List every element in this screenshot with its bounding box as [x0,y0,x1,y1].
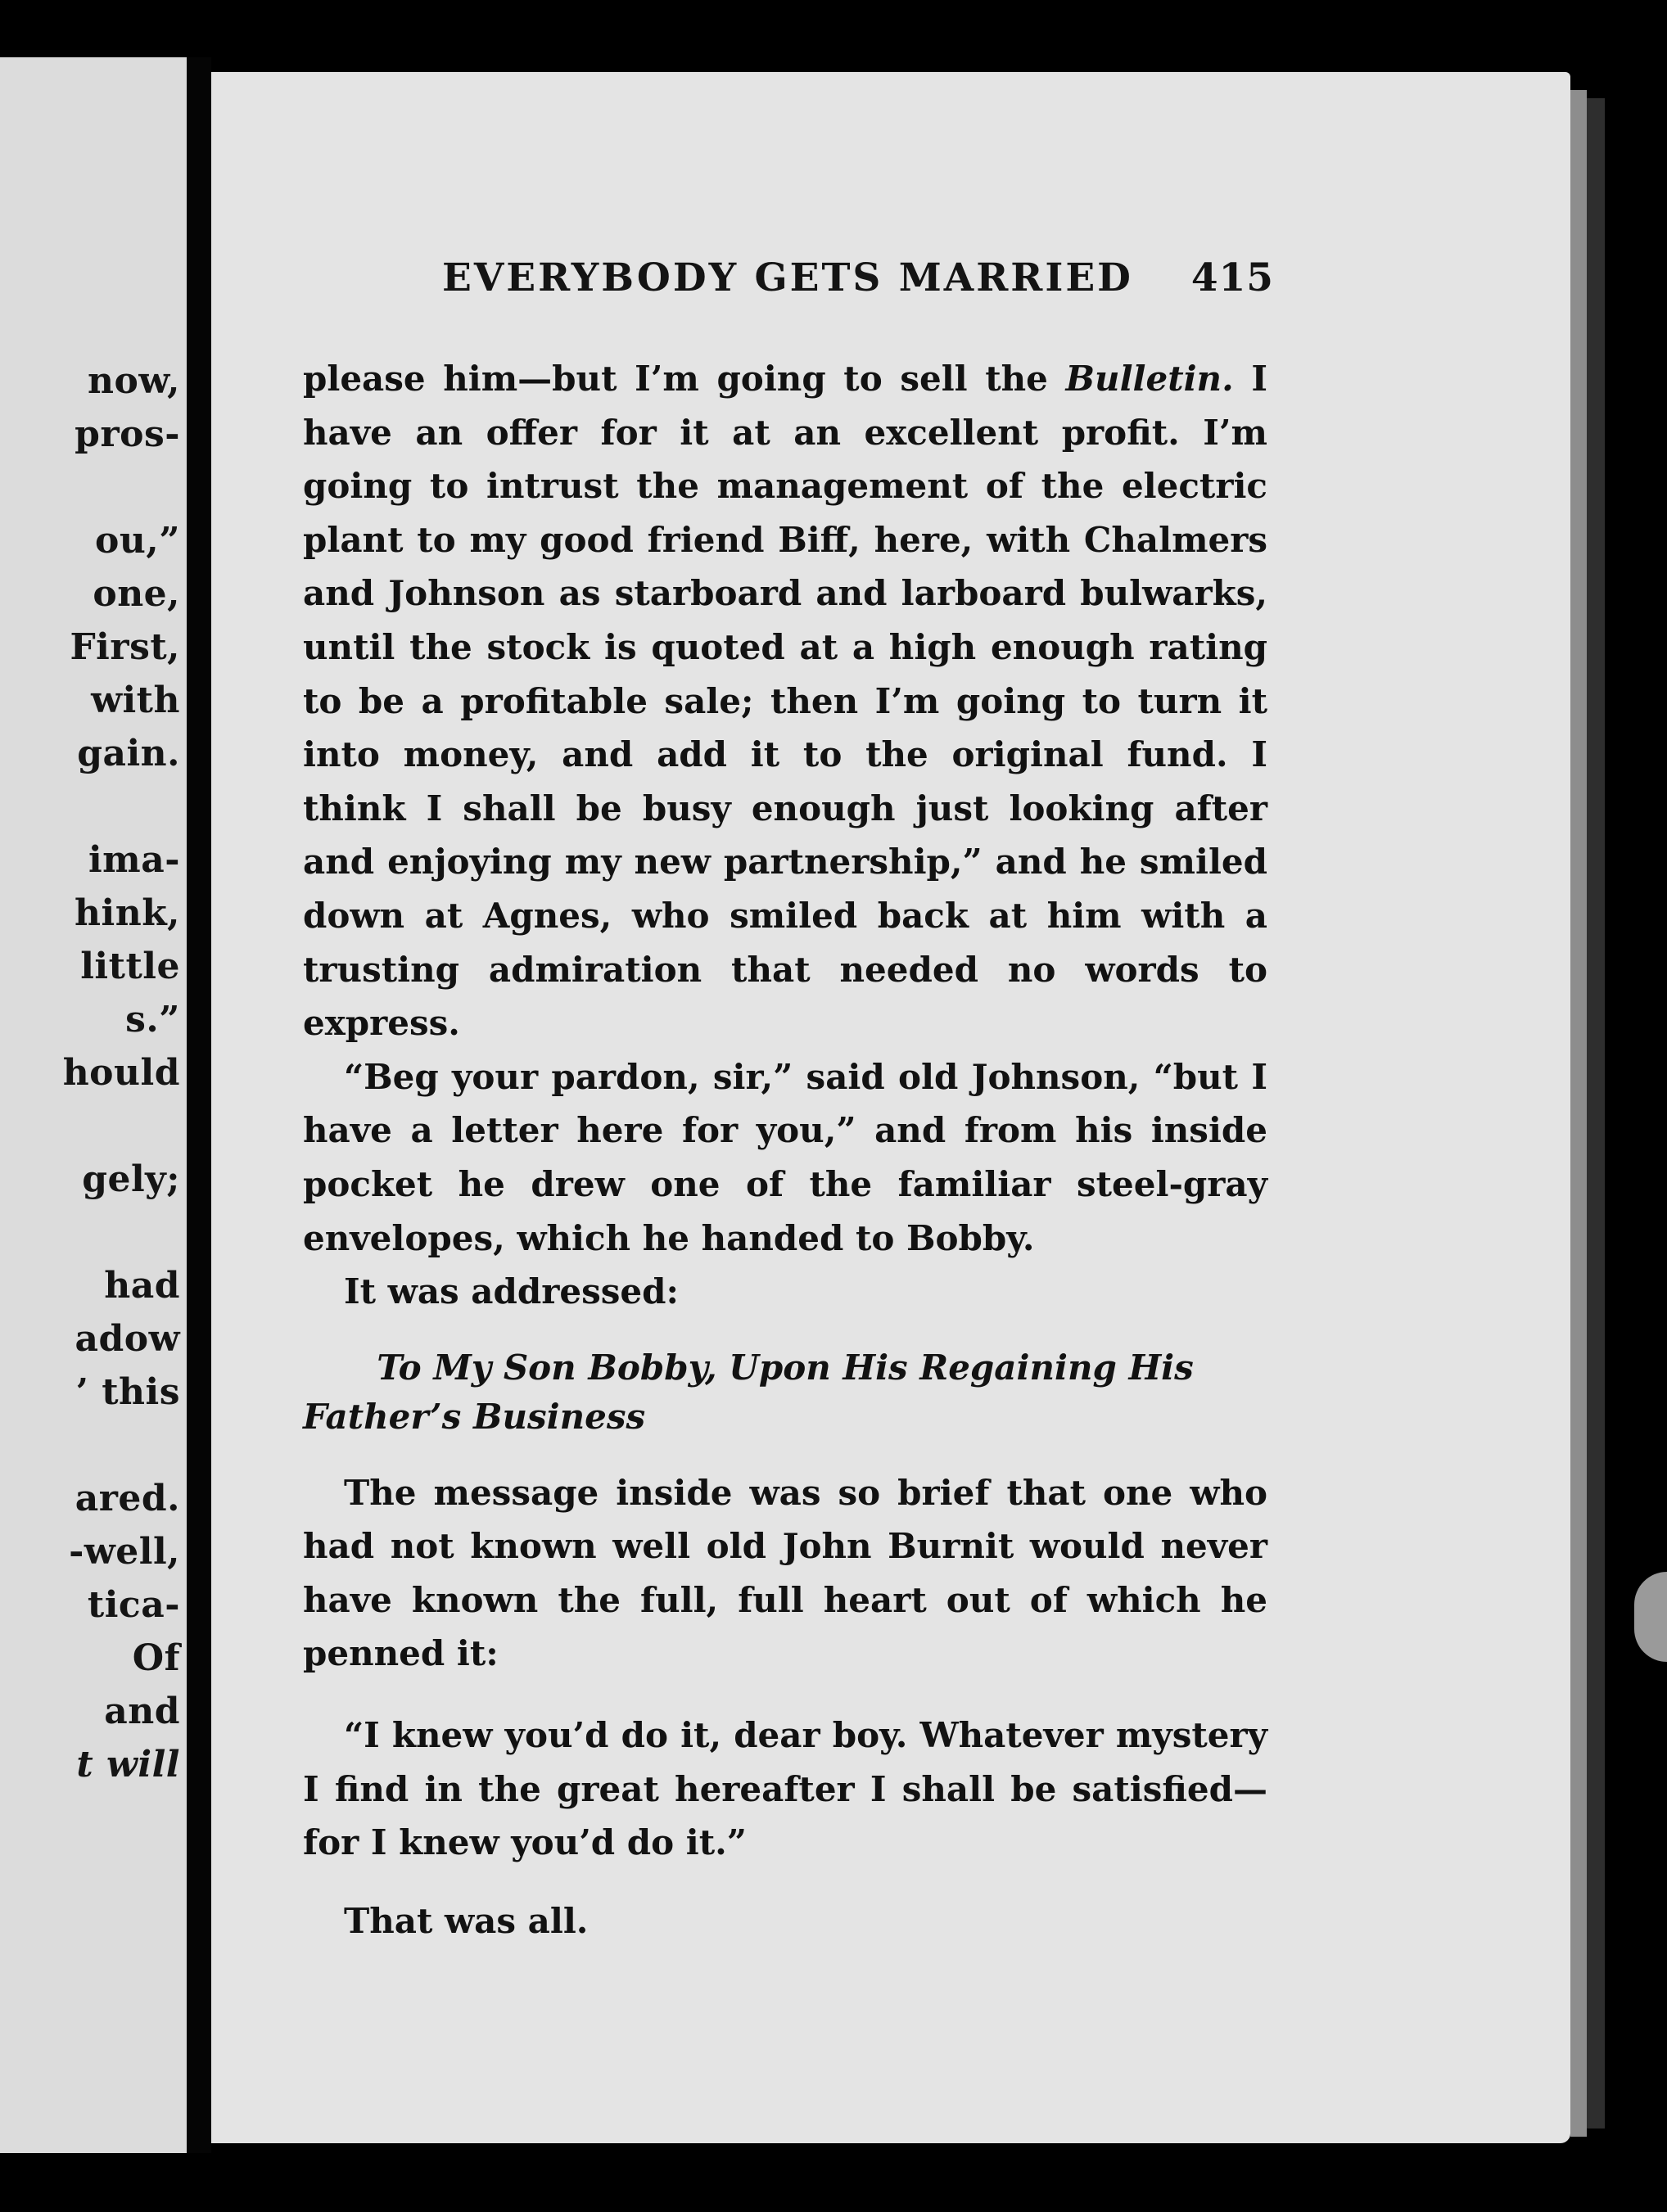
letter-heading: To My Son Bobby, Upon His Regaining His Father’s Business [303,1347,1194,1437]
quoted-letter: “I knew you’d do it, dear boy. Whatever mystery I find in the great hereafter I shall be satisfied—for I knew you’d do it.” [303,1715,1267,1863]
left-page-fragment: t will [76,1744,180,1785]
left-page-fragment: one, [93,573,180,615]
page-number: 415 [1190,255,1274,300]
left-page-fragment: -well, [69,1531,180,1573]
paragraph: That was all. [344,1900,589,1941]
left-page-fragment: gely; [82,1158,180,1200]
left-page-fragment: ima- [88,839,180,881]
scanner-thumb-shadow [1634,1572,1667,1662]
left-page-fragment: ou,” [95,520,180,562]
paragraph: It was addressed: [344,1271,679,1312]
left-page-fragment: ared. [75,1478,180,1519]
left-page-fragment: ’ this [75,1371,180,1413]
left-page-fragment: now, [88,360,180,402]
left-page-fragment: gain. [77,733,180,774]
left-page-fragment: hould [62,1052,180,1094]
page-edge [1570,90,1587,2137]
running-head-title: EVERYBODY GETS MARRIED [442,255,1133,300]
paragraph: The message inside was so brief that one who had not known well old John Burnit would never have known the full, full heart out of which he penned it: [303,1472,1267,1674]
left-page-fragment: had [104,1265,180,1307]
paragraph-text: please him—but I’m going to sell the [303,359,1066,399]
left-page-fragment: hink, [75,892,180,934]
book-spine [187,57,211,2153]
running-head [442,255,1274,300]
paragraph-text: I have an offer for it at an excellent profit. I’m going to intrust the management of the electric plant to my good friend Biff, here, with Chalmers and Johnson as starboard and larboard bulwarks, until the stock is quoted at a high enough rating to be a profitable sale; then I’m going to turn it into money, and add it to the original fund. I think I shall be busy enough just looking after and enjoying my new partnership,” and he smiled down at Agnes, who smiled back at him with a trusting admiration that needed no words to express. [303,359,1267,1044]
left-page-fragment: tica- [87,1584,180,1626]
left-page [0,57,187,2153]
left-page-fragment: s.” [125,999,180,1041]
paragraph [303,352,1267,1050]
left-page-fragment: and [104,1691,180,1732]
left-page-fragment: First, [70,626,180,668]
paragraph: “Beg your pardon, sir,” said old Johnson, “but I have a letter here for you,” and from his inside pocket he drew one of the familiar steel-gray envelopes, which he handed to Bobby. [303,1056,1267,1258]
page-edge-shadow [1587,98,1605,2128]
left-page-fragment: pros- [75,413,180,455]
newspaper-title: Bulletin. [1065,359,1234,399]
left-page-fragment: little [80,946,180,987]
left-page-fragment: with [91,679,180,721]
left-page-fragment: Of [132,1637,180,1679]
page-body [303,352,1267,1948]
left-page-fragment: adow [75,1318,180,1360]
